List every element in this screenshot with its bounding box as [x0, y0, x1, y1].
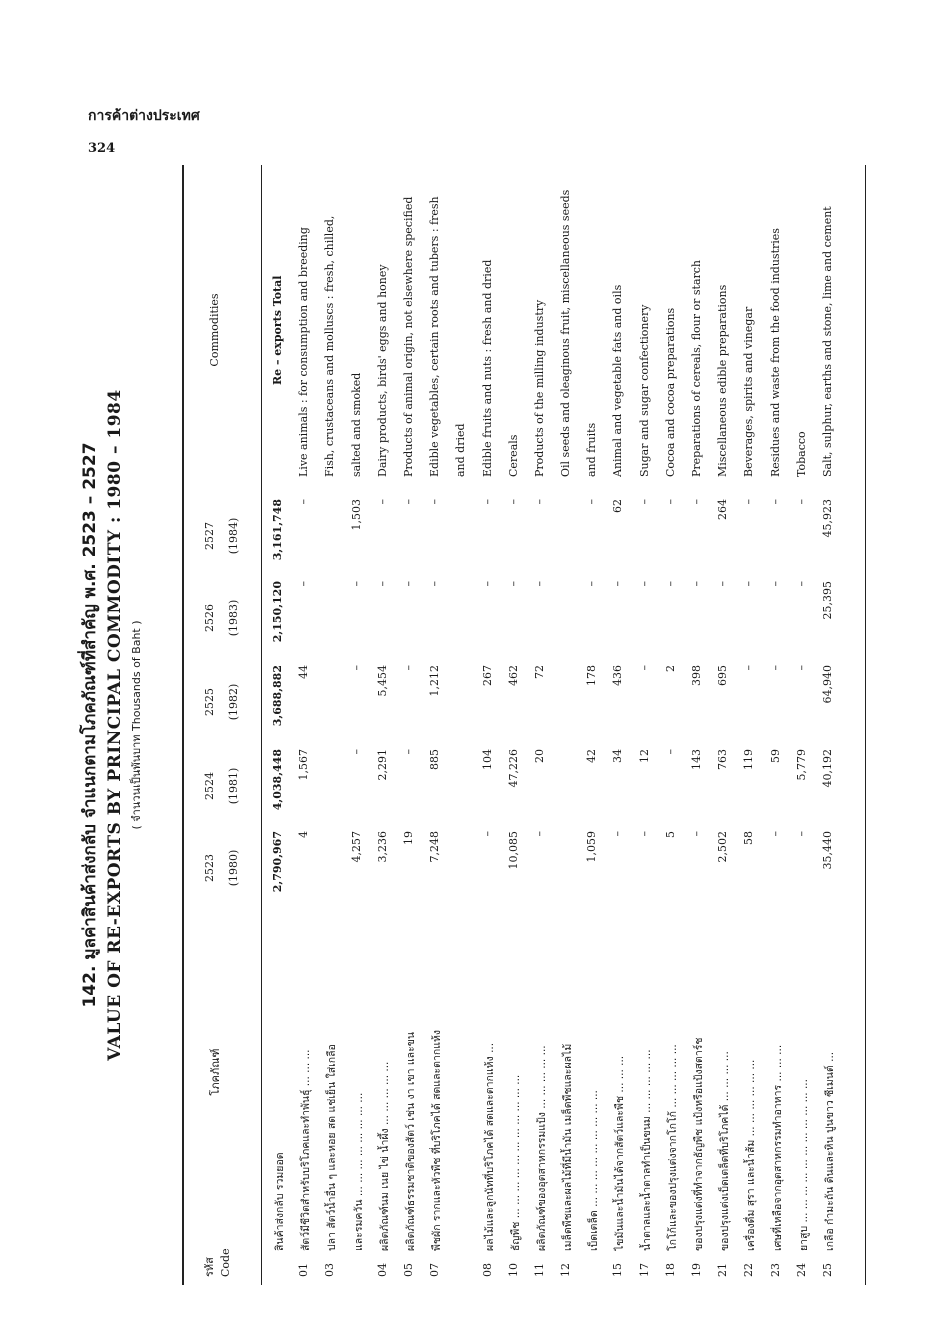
value-1980: 4,257	[349, 831, 363, 863]
value-1981: 4,038,448	[271, 749, 284, 811]
value-1983: 2,150,120	[271, 581, 284, 643]
table-row	[345, 165, 371, 1285]
row-goods-thai: ผลิตภัณฑ์ธรรมชาติของสัตว์ เช่น งา เขา และขน	[404, 1031, 417, 1251]
table-row	[580, 165, 606, 1285]
row-goods-thai: ผลิตภัณฑ์ของอุตสาหกรรมแป้ง ... ... ... ... ...	[535, 1045, 548, 1251]
row-commodity-english: Animal and vegetable fats and oils	[611, 284, 625, 477]
value-1981: 104	[480, 749, 494, 770]
value-1984: –	[794, 499, 808, 505]
value-1982: –	[637, 665, 651, 671]
value-1983: –	[532, 581, 546, 587]
row-code: 24	[794, 1263, 808, 1277]
row-code: 21	[716, 1263, 730, 1277]
row-goods-thai: โกโก้และของปรุงแต่งจากโกโก้ ... ... ... ... ...	[666, 1044, 679, 1251]
header-year-1982	[198, 667, 268, 737]
header-year-1981	[198, 751, 268, 821]
value-1982: 267	[480, 665, 494, 686]
table-row	[737, 165, 763, 1285]
value-1981: 2,291	[375, 749, 389, 781]
value-1982: –	[794, 665, 808, 671]
row-goods-thai: และรมควัน ... ... ... ... ... ... ... ...	[352, 1092, 365, 1251]
value-1982: –	[742, 665, 756, 671]
row-commodity-english: Sugar and sugar confectionery	[637, 304, 651, 477]
row-goods-thai: เครื่องดื่ม สุรา และน้ำส้ม ... ... ... ... ... ...	[745, 1059, 758, 1251]
value-1982: 1,212	[428, 665, 442, 697]
value-1984: –	[480, 499, 494, 505]
table-bottom-rule	[865, 165, 866, 1285]
header-year-th: 2527	[203, 522, 216, 550]
value-1980: –	[794, 831, 808, 837]
value-1983: –	[794, 581, 808, 587]
row-code: 25	[820, 1263, 834, 1277]
value-1981: 1,567	[297, 749, 311, 781]
row-commodity-english: Salt, sulphur, earths and stone, lime and cement	[820, 206, 834, 477]
table-body	[266, 165, 842, 1285]
table-row	[476, 165, 502, 1285]
value-1981: 12	[637, 749, 651, 763]
table-row	[685, 165, 711, 1285]
table-title-english: VALUE OF RE-EXPORTS BY PRINCIPAL COMMODITY : 1980 – 1984	[105, 389, 125, 1061]
row-code: 01	[297, 1263, 311, 1277]
table-header-rule	[261, 165, 262, 1285]
value-1980: –	[768, 831, 782, 837]
header-year-en: (1981)	[227, 767, 240, 805]
value-1982: 2	[663, 665, 677, 672]
header-goods-thai: โภคภัณฑ์	[209, 1048, 222, 1096]
value-1982: 3,688,882	[271, 665, 284, 727]
value-1983: –	[349, 581, 363, 587]
row-goods-thai: น้ำตาลและน้ำตาลทำเป็นขนม ... ... ... ... ...	[640, 1049, 653, 1251]
table-row	[816, 165, 842, 1285]
row-commodity-english: Preparations of cereals, flour or starch	[690, 259, 703, 477]
value-1981: 119	[742, 749, 756, 770]
table-row	[790, 165, 816, 1285]
row-goods-thai: เศษที่เหลือจากอุตสาหกรรมทำอาหาร ... ... ...	[771, 1044, 784, 1251]
value-1980: –	[637, 831, 651, 837]
value-1984: 264	[716, 499, 730, 520]
row-commodity-english: Products of the milling industry	[532, 299, 546, 477]
row-commodity-english: Live animals : for consumption and breeding	[297, 227, 311, 477]
row-code: 04	[375, 1263, 389, 1277]
value-1981: 5,779	[794, 749, 808, 781]
row-goods-thai: ผลิตภัณฑ์นม เนย ไข่ น้ำผึ้ง ... ... ... ... ...	[378, 1061, 391, 1251]
value-1984: –	[506, 499, 520, 505]
row-commodity-english: Beverages, spirits and vinegar	[742, 306, 756, 477]
value-1980: 35,440	[820, 831, 834, 870]
value-1983: –	[768, 581, 782, 587]
value-1984: –	[428, 499, 442, 505]
header-year-1980	[198, 833, 268, 903]
header-year-1983	[198, 583, 268, 653]
value-1982: –	[349, 665, 363, 671]
value-1982: –	[401, 665, 415, 671]
row-goods-thai: ของปรุงแต่งที่ทำจากธัญพืช แป้งหรือแป้งสตาร์ช	[693, 1037, 705, 1251]
row-commodity-english: Dairy products, birds' eggs and honey	[375, 264, 389, 477]
row-goods-thai: สัตว์มีชีวิตสำหรับบริโภคและทำพันธุ์ ... ... ...	[300, 1049, 313, 1251]
value-1982: 462	[506, 665, 520, 686]
row-code: 11	[532, 1263, 546, 1277]
row-commodity-english: and dried	[454, 423, 468, 477]
table-row-total	[266, 165, 292, 1285]
row-code: 08	[480, 1263, 494, 1277]
value-1980: 58	[742, 831, 756, 845]
value-1983: –	[428, 581, 442, 587]
value-1980: 2,502	[716, 831, 730, 863]
table-row	[606, 165, 632, 1285]
value-1984: 1,503	[349, 499, 363, 531]
value-1982: 72	[532, 665, 546, 679]
value-1984: –	[585, 499, 599, 505]
value-1983: –	[585, 581, 599, 587]
row-commodity-english: Products of animal origin, not elsewhere specified	[401, 196, 415, 477]
value-1980: 3,236	[375, 831, 389, 863]
table-row	[292, 165, 318, 1285]
row-code: 10	[506, 1263, 520, 1277]
value-1984: –	[742, 499, 756, 505]
header-commodities: Commodities	[208, 293, 221, 367]
row-goods-thai: ผลไม้และลูกนัทที่บริโภคได้ สดและตากแห้ง ...	[483, 1042, 496, 1251]
value-1981: 59	[768, 749, 782, 763]
table-unit-note: ( จำนวนเป็นพันบาท Thousands of Baht )	[130, 620, 143, 830]
table-title-thai: 142. มูลค่าสินค้าส่งกลับ จำแนกตามโภคภัณฑ์ที่สำคัญ พ.ศ. 2523 – 2527	[80, 442, 100, 1008]
value-1982: 178	[585, 665, 599, 686]
value-1983: –	[506, 581, 520, 587]
value-1983: –	[297, 581, 311, 587]
row-code: 12	[559, 1263, 573, 1277]
header-year-1984	[198, 501, 268, 571]
row-code: 07	[428, 1263, 442, 1277]
value-1984: –	[532, 499, 546, 505]
value-1981: 20	[532, 749, 546, 763]
value-1984: –	[375, 499, 389, 505]
value-1980: –	[690, 831, 703, 837]
value-1980: 10,085	[506, 831, 520, 870]
row-goods-thai: เมล็ดพืชและผลไม้ที่มีน้ำมัน เมล็ดพืชและผลไม้	[562, 1043, 575, 1251]
row-code: 19	[690, 1263, 703, 1277]
value-1983: –	[716, 581, 730, 587]
value-1983: –	[611, 581, 625, 587]
header-year-en: (1980)	[227, 849, 240, 887]
value-1982: 64,940	[820, 665, 834, 704]
running-head: การค้าต่างประเทศ	[88, 108, 200, 124]
value-1982: 695	[716, 665, 730, 686]
value-1980: –	[532, 831, 546, 837]
value-1982: 436	[611, 665, 625, 686]
value-1980: 19	[401, 831, 415, 845]
value-1981: 34	[611, 749, 625, 763]
table-row	[711, 165, 737, 1285]
value-1983: –	[401, 581, 415, 587]
row-goods-thai: พืชผัก รากและหัวพืช ที่บริโภคได้ สดและตากแห้ง	[431, 1029, 444, 1251]
table-row	[764, 165, 790, 1285]
header-year-th: 2526	[203, 604, 216, 632]
value-1980: 4	[297, 831, 311, 838]
row-goods-thai: ของปรุงแต่งเบ็ดเตล็ดที่บริโภคได้ ... ... ... ...	[719, 1051, 732, 1251]
header-code-english: Code	[219, 1248, 232, 1277]
table-row	[397, 165, 423, 1285]
table-row	[502, 165, 528, 1285]
value-1982: 44	[297, 665, 311, 679]
row-goods-thai: เบ็ดเตล็ด ... ... ... ... ... ... ... ... ...	[588, 1090, 601, 1251]
table-row	[554, 165, 580, 1285]
value-1982: 398	[690, 665, 703, 686]
row-commodity-english: Fish, crustaceans and molluscs : fresh, chilled,	[323, 215, 337, 477]
page-number: 324	[88, 141, 116, 156]
value-1981: 42	[585, 749, 599, 763]
value-1980: –	[611, 831, 625, 837]
table-row	[423, 165, 449, 1285]
table-row	[318, 165, 344, 1285]
row-commodity-english: salted and smoked	[349, 372, 363, 477]
row-goods-thai: เกลือ กำมะถัน ดินและหิน ปูนขาว ซีเมนต์ ...	[823, 1051, 836, 1251]
row-code: 03	[323, 1263, 337, 1277]
value-1980: 5	[663, 831, 677, 838]
value-1982: 5,454	[375, 665, 389, 697]
header-year-th: 2524	[203, 772, 216, 800]
value-1981: 885	[428, 749, 442, 770]
row-commodity-english: Miscellaneous edible preparations	[716, 284, 730, 477]
value-1984: –	[663, 499, 677, 505]
value-1983: –	[375, 581, 389, 587]
header-code	[188, 1237, 258, 1277]
value-1981: 40,192	[820, 749, 834, 788]
value-1983: –	[480, 581, 494, 587]
value-1984: –	[637, 499, 651, 505]
value-1984: 3,161,748	[271, 499, 284, 561]
table-row	[659, 165, 685, 1285]
value-1983: –	[663, 581, 677, 587]
value-1984: –	[690, 499, 703, 505]
value-1983: –	[637, 581, 651, 587]
value-1984: 45,923	[820, 499, 834, 538]
table-row	[371, 165, 397, 1285]
value-1981: –	[349, 749, 363, 755]
value-1983: –	[690, 581, 703, 587]
value-1980: –	[480, 831, 494, 837]
table-title-block	[78, 165, 146, 1285]
row-goods-thai: ปลา สัตว์น้ำอื่น ๆ และหอย สด แช่เย็น ใส่เกลือ	[326, 1044, 339, 1251]
value-1984: –	[401, 499, 415, 505]
value-1981: 47,226	[506, 749, 520, 788]
value-1984: 62	[611, 499, 625, 513]
row-code: 05	[401, 1263, 415, 1277]
row-goods-thai: ยาสูบ ... ... ... ... ... ... ... ... ... ... ...	[797, 1079, 810, 1251]
value-1983: 25,395	[820, 581, 834, 620]
row-commodity-english: Re – exports Total	[271, 275, 284, 385]
value-1981: 143	[690, 749, 703, 770]
header-code-thai: รหัส	[203, 1257, 216, 1277]
value-1980: 2,790,967	[271, 831, 284, 893]
value-1981: 763	[716, 749, 730, 770]
row-commodity-english: Tobacco	[794, 431, 808, 477]
row-code: 22	[742, 1263, 756, 1277]
table-row	[449, 165, 475, 1285]
table-row	[633, 165, 659, 1285]
row-code: 15	[611, 1263, 625, 1277]
row-commodity-english: Residues and waste from the food industries	[768, 228, 782, 477]
row-code: 23	[768, 1263, 782, 1277]
value-1983: –	[742, 581, 756, 587]
value-1980: 7,248	[428, 831, 442, 863]
header-year-en: (1983)	[227, 599, 240, 637]
row-commodity-english: Cereals	[506, 434, 520, 477]
value-1982: –	[768, 665, 782, 671]
value-1980: 1,059	[585, 831, 599, 863]
table-row	[528, 165, 554, 1285]
row-commodity-english: Edible vegetables, certain roots and tubers : fresh	[428, 196, 442, 477]
row-code: 18	[663, 1263, 677, 1277]
row-commodity-english: Edible fruits and nuts : fresh and dried	[480, 259, 494, 477]
value-1981: –	[663, 749, 677, 755]
header-year-th: 2523	[203, 854, 216, 882]
row-goods-thai: สินค้าส่งกลับ รวมยอด	[274, 1152, 286, 1251]
rotated-table-page	[78, 165, 878, 1285]
table-top-rule	[182, 165, 184, 1285]
header-year-en: (1982)	[227, 683, 240, 721]
row-goods-thai: ไขมันและน้ำมันได้จากสัตว์และพืช ... ... ...	[614, 1055, 627, 1251]
row-goods-thai: ธัญพืช ... ... ... ... ... ... ... ... ... ... ...	[509, 1074, 522, 1251]
header-year-th: 2525	[203, 688, 216, 716]
row-code: 17	[637, 1263, 651, 1277]
value-1981: –	[401, 749, 415, 755]
row-commodity-english: Cocoa and cocoa preparations	[663, 307, 677, 477]
row-commodity-english: and fruits	[585, 422, 599, 477]
header-year-en: (1984)	[227, 517, 240, 555]
value-1984: –	[297, 499, 311, 505]
row-commodity-english: Oil seeds and oleaginous fruit, miscellaneous seeds	[559, 189, 573, 477]
value-1984: –	[768, 499, 782, 505]
